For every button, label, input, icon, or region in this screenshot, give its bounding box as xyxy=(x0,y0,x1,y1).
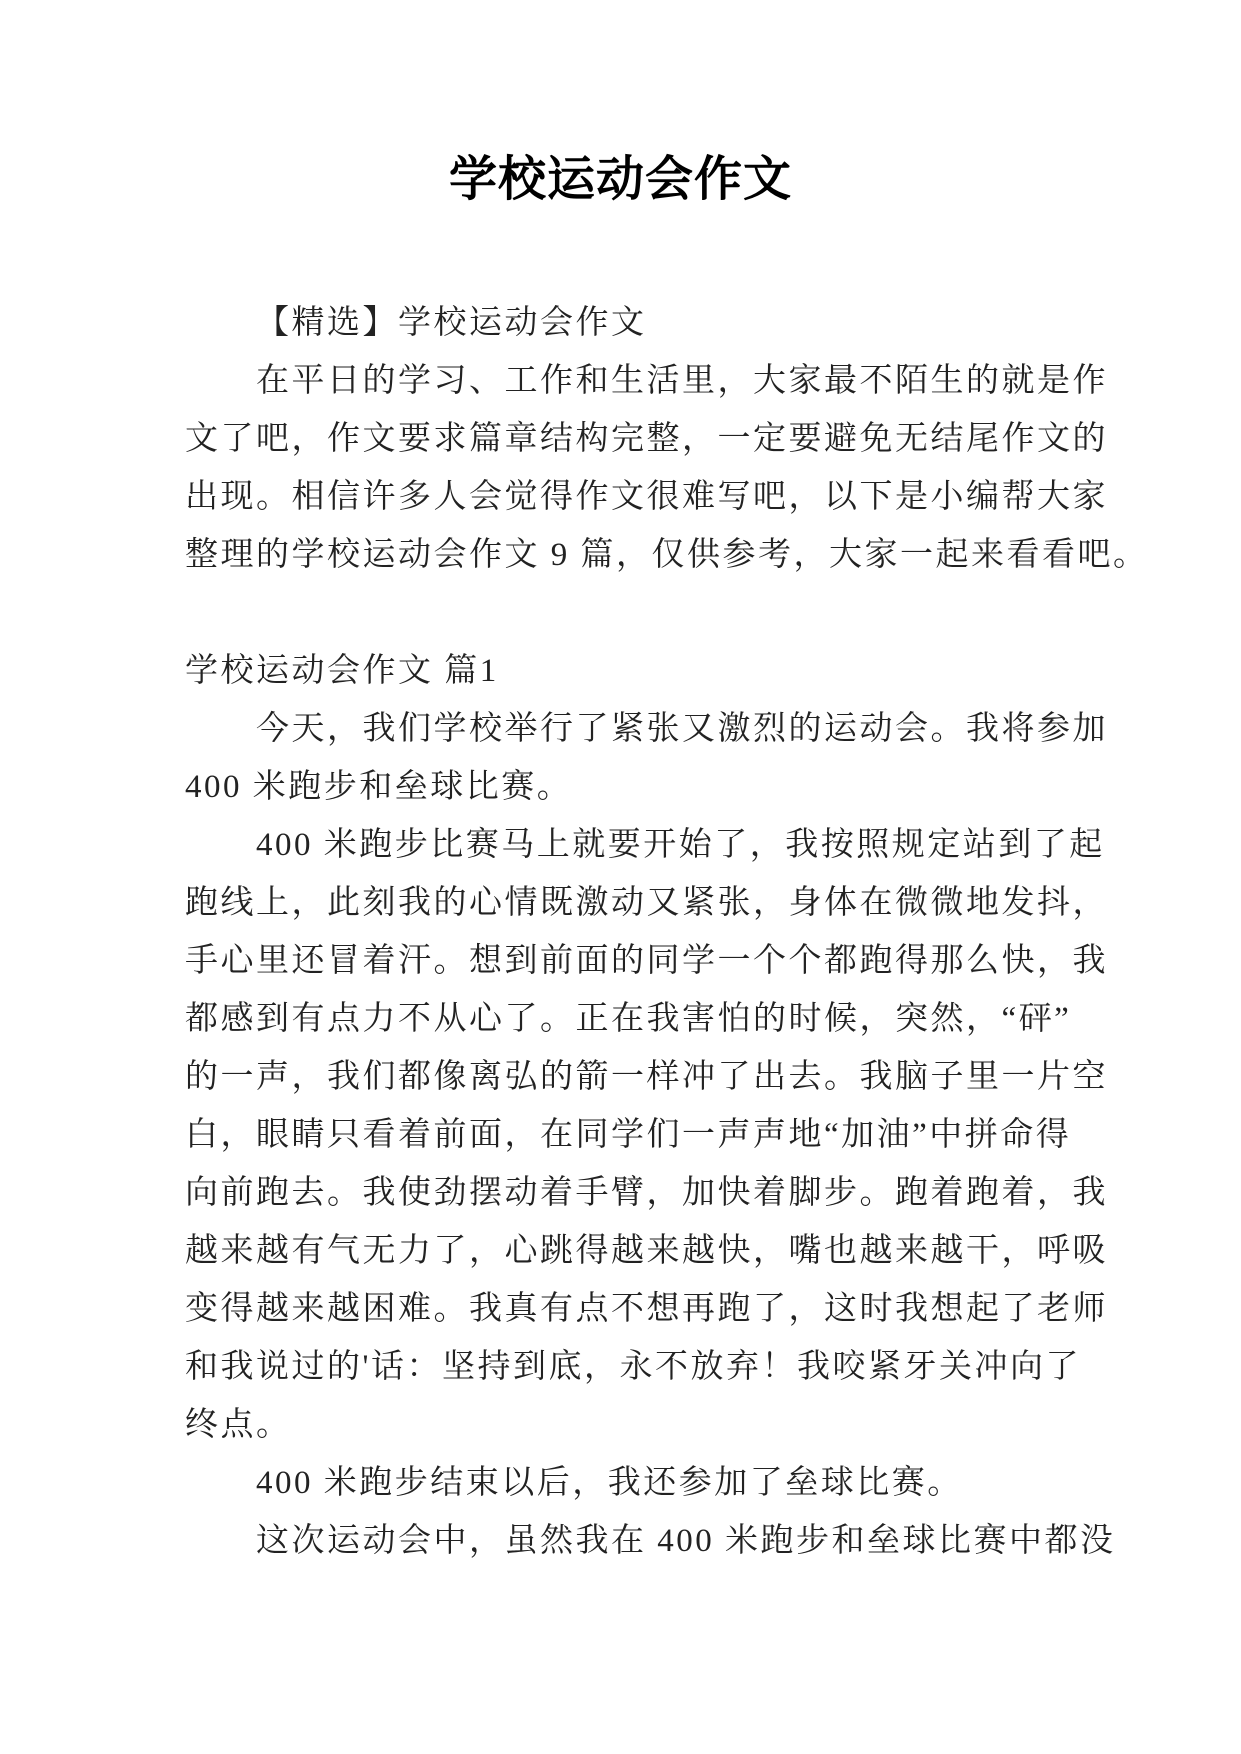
text-line: 400 米跑步结束以后，我还参加了垒球比赛。 xyxy=(256,1465,963,1501)
text-line: 今天，我们学校举行了紧张又激烈的运动会。我将参加 xyxy=(256,711,1108,747)
text-line: 跑线上，此刻我的心情既激动又紧张，身体在微微地发抖， xyxy=(185,885,1108,921)
body-paragraph xyxy=(185,1454,1201,1512)
text-line: 手心里还冒着汗。想到前面的同学一个个都跑得那么快，我 xyxy=(185,943,1108,979)
text-line: 向前跑去。我使劲摆动着手臂，加快着脚步。跑着跑着，我 xyxy=(185,1175,1108,1211)
section-heading xyxy=(185,642,1201,700)
body-paragraph xyxy=(185,816,1201,1454)
text-line: 整理的学校运动会作文 9 篇，仅供参考，大家一起来看看吧。 xyxy=(185,537,1149,573)
text-line: 文了吧，作文要求篇章结构完整，一定要避免无结尾作文的 xyxy=(185,421,1108,457)
text-line: 都感到有点力不从心了。正在我害怕的时候，突然，“砰” xyxy=(185,1001,1072,1037)
text-line: 【精选】学校运动会作文 xyxy=(256,305,647,341)
text-line: 这次运动会中，虽然我在 400 米跑步和垒球比赛中都没 xyxy=(256,1523,1116,1559)
document-title: 学校运动会作文 xyxy=(448,153,792,206)
body-paragraph xyxy=(185,1512,1201,1570)
text-line: 和我说过的'话：坚持到底，永不放弃！我咬紧牙关冲向了 xyxy=(185,1349,1081,1385)
text-line: 终点。 xyxy=(185,1407,292,1443)
body-paragraph xyxy=(185,700,1201,816)
text-line: 400 米跑步和垒球比赛。 xyxy=(185,769,573,805)
text-line: 变得越来越困难。我真有点不想再跑了，这时我想起了老师 xyxy=(185,1291,1108,1327)
text-line: 400 米跑步比赛马上就要开始了，我按照规定站到了起 xyxy=(256,827,1105,863)
intro-paragraph xyxy=(185,352,1201,584)
text-line: 越来越有气无力了，心跳得越来越快，嘴也越来越干，呼吸 xyxy=(185,1233,1108,1269)
text-line: 白，眼睛只看着前面，在同学们一声声地“加油”中拼命得 xyxy=(185,1117,1072,1153)
document-body xyxy=(0,294,1241,1570)
text-line: 的一声，我们都像离弘的箭一样冲了出去。我脑子里一片空 xyxy=(185,1059,1108,1095)
text-line: 在平日的学习、工作和生活里，大家最不陌生的就是作 xyxy=(256,363,1108,399)
heading-line: 学校运动会作文 篇1 xyxy=(185,653,499,689)
text-line: 出现。相信许多人会觉得作文很难写吧，以下是小编帮大家 xyxy=(185,479,1108,515)
intro-tag xyxy=(185,294,1201,352)
